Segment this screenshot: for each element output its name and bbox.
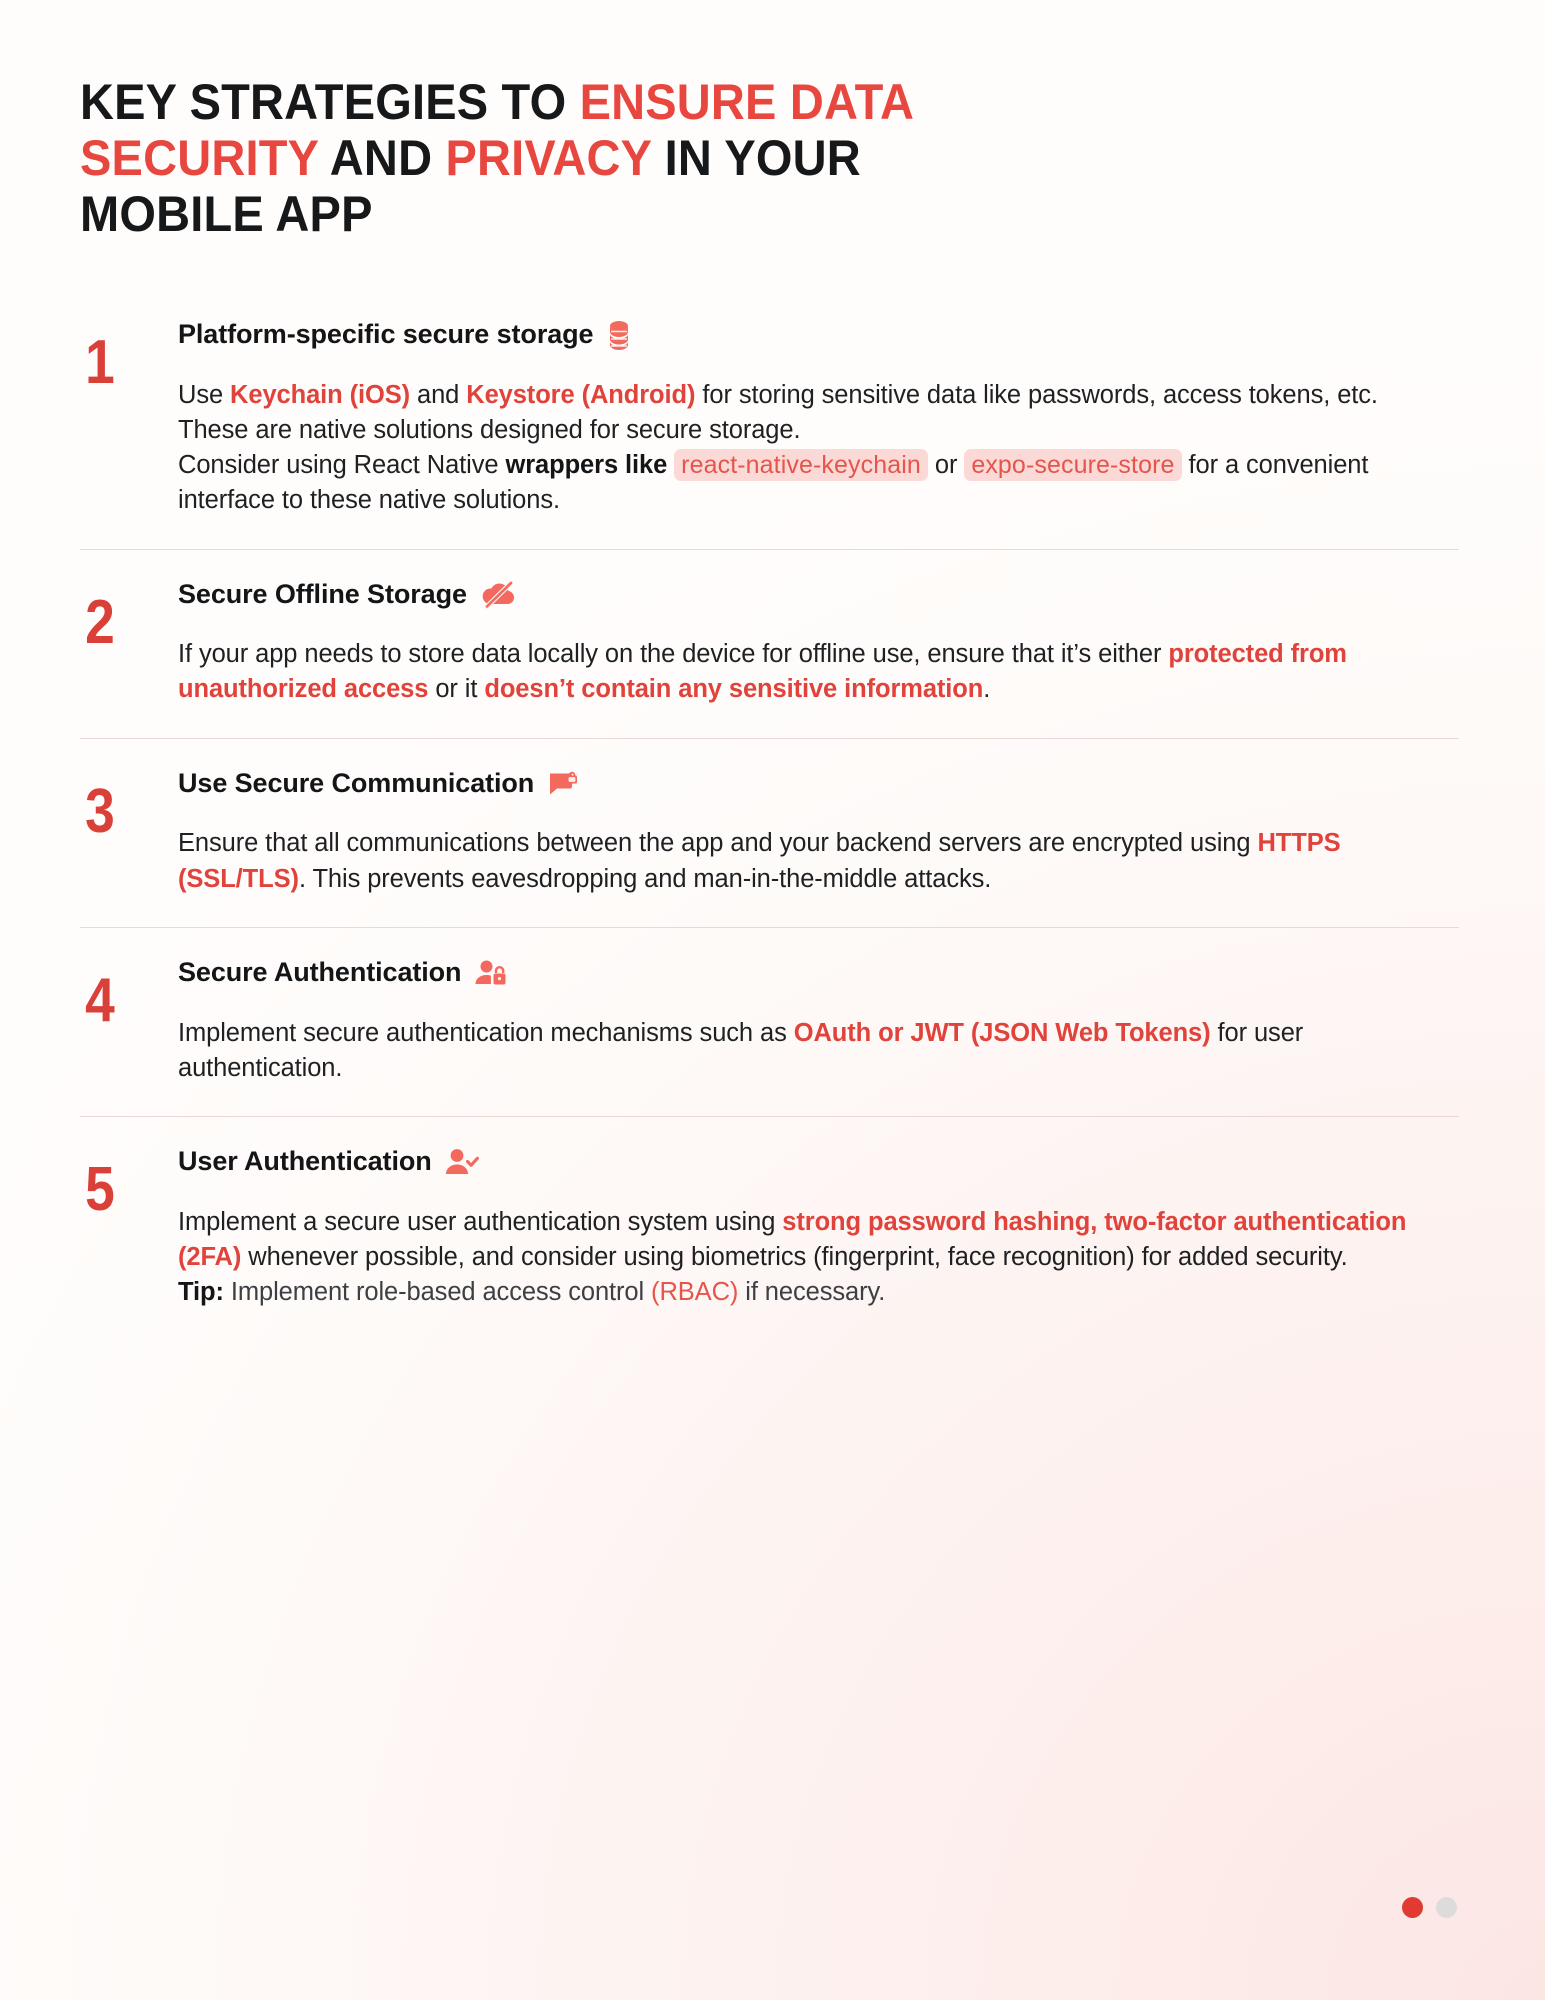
section-body bbox=[178, 318, 1459, 519]
strategy-section bbox=[80, 318, 1459, 519]
text-run-plain: . bbox=[983, 675, 991, 704]
page-title-plain: KEY STRATEGIES TO bbox=[80, 74, 580, 130]
section-body bbox=[178, 767, 1459, 897]
section-number: 3 bbox=[85, 776, 115, 846]
cloud-off-icon bbox=[480, 579, 516, 609]
secure-message-icon bbox=[547, 769, 579, 799]
section-number: 2 bbox=[85, 587, 115, 657]
section-paragraph bbox=[178, 378, 1441, 448]
text-run-plain: or it bbox=[428, 675, 485, 704]
section-row bbox=[80, 578, 1459, 708]
section-paragraph bbox=[178, 1275, 1441, 1310]
section-heading bbox=[178, 318, 1441, 352]
text-run-bold-red: Keystore (Android) bbox=[466, 380, 696, 409]
text-run-bold-red: strong password hashing, two-factor authentication (2FA) bbox=[178, 1207, 1407, 1271]
user-check-icon bbox=[445, 1147, 479, 1177]
section-heading bbox=[178, 767, 1441, 801]
strategy-section bbox=[80, 738, 1459, 897]
text-run-bold-red: protected from unauthorized access bbox=[178, 640, 1347, 704]
section-heading bbox=[178, 578, 1441, 612]
section-heading bbox=[178, 956, 1441, 990]
text-run-plain: for a convenient interface to these native solutions. bbox=[178, 451, 1369, 515]
section-paragraph bbox=[178, 1205, 1441, 1275]
text-run-plain: Consider using React Native bbox=[178, 451, 506, 480]
section-heading-text: Use Secure Communication bbox=[178, 767, 535, 798]
text-run-plain: for storing sensitive data like passwords, access tokens, etc. These are native solutions designed for secure storage. bbox=[178, 380, 1378, 444]
page-title-plain: IN YOUR MOBILE APP bbox=[80, 130, 861, 242]
pagination-dot[interactable] bbox=[1436, 1897, 1457, 1918]
text-run-code: react-native-keychain bbox=[674, 449, 928, 481]
strategy-section bbox=[80, 1116, 1459, 1310]
section-paragraph bbox=[178, 1016, 1441, 1086]
text-run-plain: Ensure that all communications between the app and your backend servers are encrypted using bbox=[178, 829, 1258, 858]
page-title-accent: ENSURE DATA SECURITY bbox=[80, 74, 913, 186]
text-run-plain: for user authentication. bbox=[178, 1018, 1304, 1082]
text-run-plain: Use bbox=[178, 380, 231, 409]
section-row bbox=[80, 956, 1459, 1086]
pagination-dot[interactable] bbox=[1402, 1897, 1423, 1918]
section-heading-text: Secure Offline Storage bbox=[178, 578, 467, 609]
page-title-accent: PRIVACY bbox=[445, 130, 652, 186]
database-stack-icon bbox=[606, 320, 632, 350]
text-run-bold-dark: Tip: bbox=[178, 1278, 224, 1306]
text-run-bold-red: doesn’t contain any sensitive information bbox=[484, 675, 984, 704]
text-run-plain: Implement secure authentication mechanisms such as bbox=[178, 1018, 794, 1047]
section-heading-text: Platform-specific secure storage bbox=[178, 319, 594, 349]
text-run-plain: If your app needs to store data locally on the device for offline use, ensure that it’s either bbox=[178, 640, 1169, 669]
section-heading-text: User Authentication bbox=[178, 1145, 432, 1176]
section-number: 5 bbox=[85, 1154, 115, 1224]
section-row bbox=[80, 318, 1459, 519]
section-number: 1 bbox=[85, 328, 115, 397]
strategy-section bbox=[80, 549, 1459, 708]
text-run-plain: . This prevents eavesdropping and man-in-the-middle attacks. bbox=[298, 864, 992, 893]
text-run-bold-red: Keychain (iOS) bbox=[230, 380, 411, 409]
text-run-bold-red: HTTPS (SSL/TLS) bbox=[178, 829, 1341, 893]
strategy-list bbox=[80, 318, 1459, 1310]
section-body bbox=[178, 956, 1459, 1086]
text-run-plain: whenever possible, and consider using biometrics (fingerprint, face recognition) for added security. bbox=[241, 1242, 1348, 1271]
pagination-dots[interactable] bbox=[1402, 1897, 1457, 1918]
text-run-muted: if necessary. bbox=[738, 1278, 886, 1306]
section-heading bbox=[178, 1145, 1441, 1179]
text-run-plain: and bbox=[410, 380, 467, 409]
text-run-rbac: (RBAC) bbox=[651, 1278, 739, 1306]
user-lock-icon bbox=[474, 958, 508, 988]
page-title bbox=[80, 74, 945, 242]
section-paragraph bbox=[178, 448, 1441, 518]
section-row bbox=[80, 767, 1459, 897]
text-run-plain: or bbox=[927, 451, 965, 480]
section-heading-text: Secure Authentication bbox=[178, 956, 462, 987]
text-run-code: expo-secure-store bbox=[964, 449, 1181, 481]
page-title-plain: AND bbox=[318, 130, 446, 186]
text-run-bold-red: OAuth or JWT (JSON Web Tokens) bbox=[793, 1018, 1211, 1047]
text-run-plain: Implement a secure user authentication system using bbox=[178, 1207, 783, 1236]
section-paragraph bbox=[178, 637, 1441, 707]
text-run-muted: Implement role-based access control bbox=[223, 1278, 652, 1306]
section-body bbox=[178, 1145, 1459, 1310]
section-row bbox=[80, 1145, 1459, 1310]
section-paragraph bbox=[178, 826, 1441, 896]
text-run-bold-dark: wrappers like bbox=[505, 451, 668, 480]
strategy-section bbox=[80, 927, 1459, 1086]
section-body bbox=[178, 578, 1459, 708]
section-number: 4 bbox=[85, 965, 115, 1035]
